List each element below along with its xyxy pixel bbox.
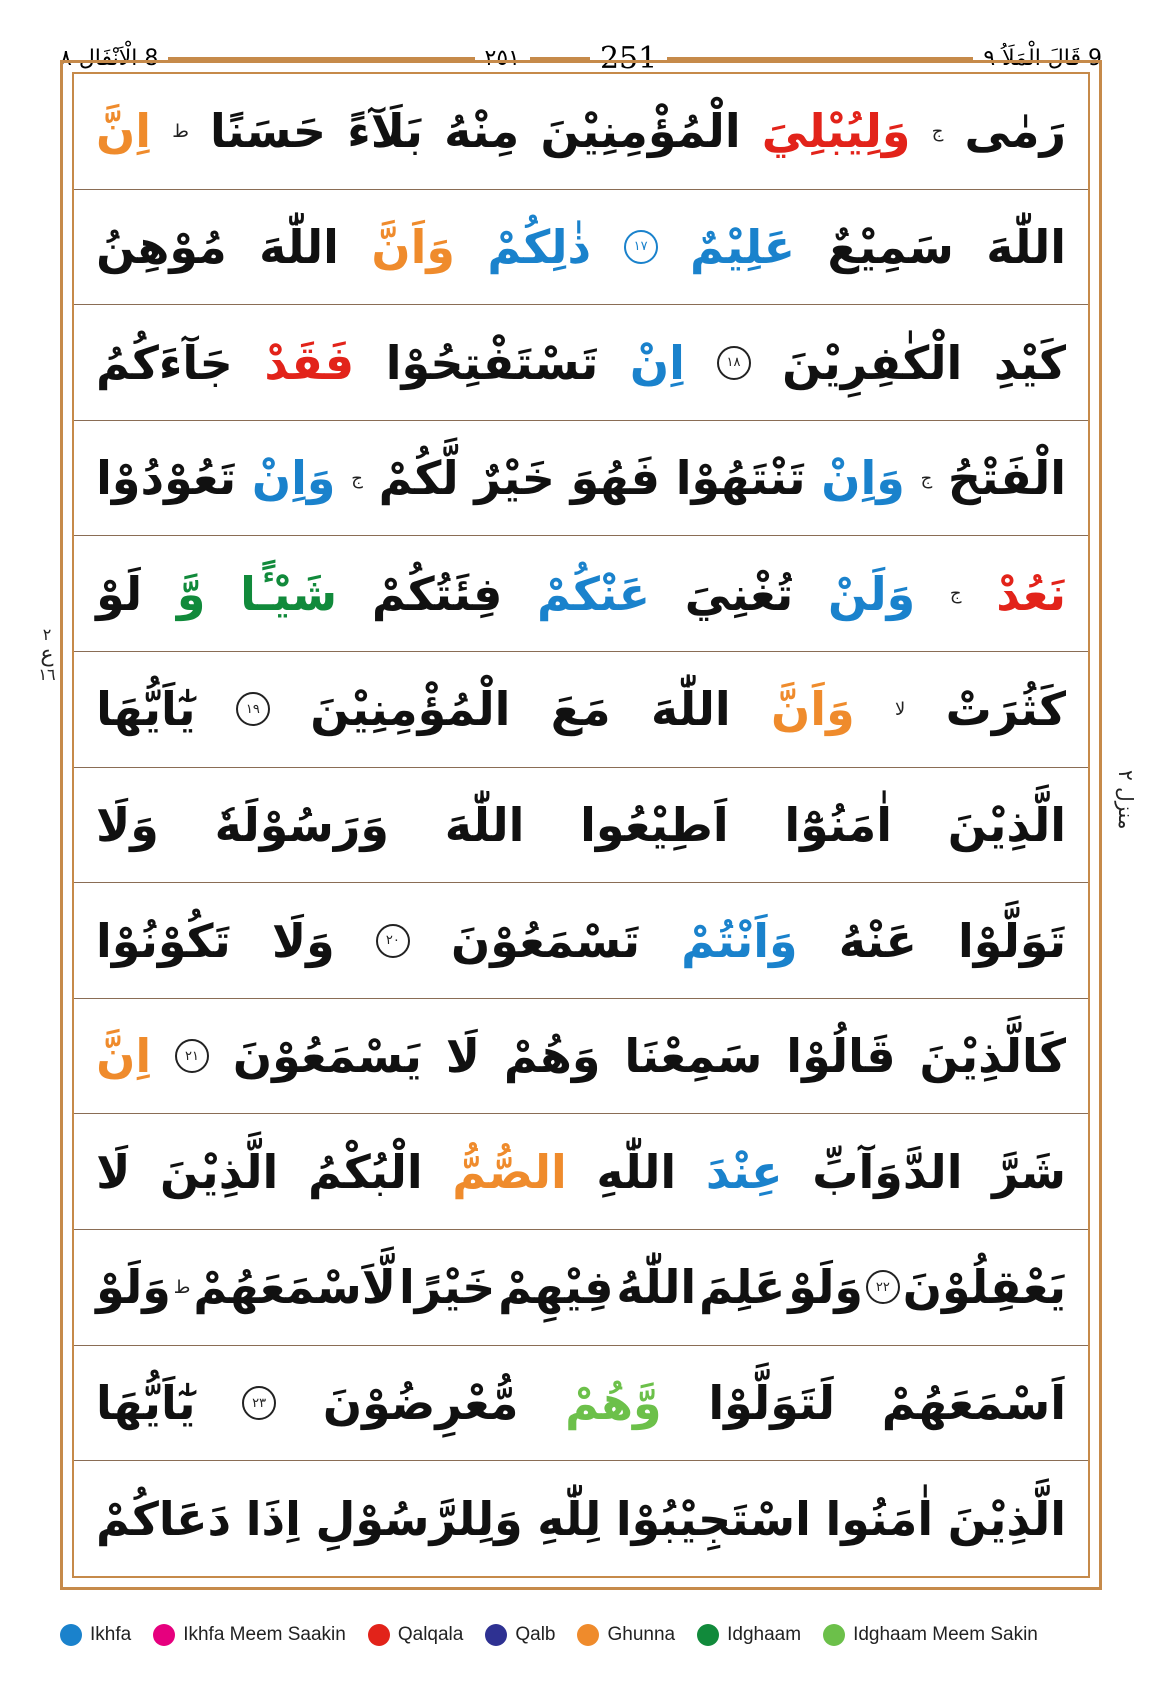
legend-item [577, 1624, 675, 1646]
word: خَيْرٌ [474, 451, 555, 506]
text-line [74, 536, 1088, 652]
word: وَاِنْ [821, 451, 905, 506]
word: خَيْرًا [398, 1260, 496, 1315]
word: عَنْكُمْ [537, 566, 651, 621]
word: كَثُرَتْ [945, 682, 1066, 737]
word: اِنَّ [96, 1029, 152, 1084]
word: وَلَوْ [788, 1260, 863, 1315]
legend-label: Idghaam [727, 1624, 802, 1645]
word: تُغْنِيَ [684, 566, 794, 621]
legend-color-dot [368, 1624, 390, 1646]
word: تَسْتَفْتِحُوْا [385, 335, 599, 390]
quran-text-area [72, 72, 1090, 1578]
legend-item [697, 1624, 801, 1646]
waqf-sign: لا [895, 698, 906, 720]
word: وَلِيُبْلِيَ [761, 104, 911, 159]
text-line [74, 74, 1088, 190]
legend-item [485, 1624, 555, 1646]
text-line [74, 1461, 1088, 1576]
text-line [74, 1230, 1088, 1346]
word: عِنْدَ [705, 1144, 783, 1199]
word: الْكٰفِرِيْنَ [782, 335, 963, 390]
word: اِنْ [629, 335, 685, 390]
ayah-number-marker: ٢٣ [242, 1386, 276, 1420]
text-line [74, 190, 1088, 306]
word: اللّٰهَ [259, 219, 339, 274]
legend-item [60, 1624, 131, 1646]
word: الصُّمُّ [452, 1144, 567, 1199]
legend-label: Idghaam Meem Sakin [853, 1624, 1038, 1645]
word: دَعَاكُمْ [96, 1491, 232, 1546]
ayah-number-marker: ١٨ [717, 346, 751, 380]
word: فِئَتُكُمْ [371, 566, 503, 621]
word: سَمِيْعٌ [827, 219, 954, 274]
word: اللّٰهَ [650, 682, 731, 737]
word: وَّهُمْ [565, 1376, 662, 1430]
word: يٰٓاَيُّهَا [96, 682, 196, 737]
word: اَطِيْعُوا [580, 797, 729, 852]
word: لَّكُمْ [378, 451, 459, 506]
page-number: 251 [599, 40, 658, 76]
word: الْمُؤْمِنِيْنَ [540, 104, 741, 159]
legend-color-dot [153, 1624, 175, 1646]
word: اسْتَجِيْبُوْا [615, 1491, 811, 1546]
word: لَتَوَلَّوْا [708, 1376, 836, 1430]
word: اَسْمَعَهُمْ [881, 1376, 1066, 1430]
word: اٰمَنُوْٓا [784, 797, 892, 852]
word: شَيْـًٔا [240, 566, 338, 621]
word: مُّعْرِضُوْنَ [322, 1376, 519, 1430]
tajweed-legend [60, 1618, 1102, 1652]
word: لَوْ [96, 566, 143, 621]
word: تَسْمَعُوْنَ [451, 913, 641, 968]
word: حَسَنًا [210, 104, 327, 159]
word: الْبُكْمُ [307, 1144, 423, 1199]
word: وَهُمْ [503, 1029, 601, 1084]
word: الْمُؤْمِنِيْنَ [310, 682, 511, 737]
ayah-number-marker: ١٧ [624, 230, 658, 264]
word: اللّٰهَ [986, 219, 1066, 274]
word: مَعَ [550, 682, 611, 737]
word: جَآءَكُمُ [96, 335, 233, 390]
word: اِذَا [245, 1491, 301, 1546]
word: الْفَتْحُ [947, 451, 1066, 506]
legend-item [823, 1624, 1038, 1646]
text-line [74, 999, 1088, 1115]
word: اٰمَنُوا [825, 1491, 934, 1546]
ruku-count-bottom: ١٦ [38, 665, 56, 684]
word: لَا [96, 1144, 131, 1199]
legend-color-dot [485, 1624, 507, 1646]
word: وَرَسُوْلَهٗ [214, 797, 389, 852]
word: بَلَآءً [347, 104, 423, 159]
ayah-number-marker: ٢١ [175, 1039, 209, 1073]
waqf-sign: ج [351, 467, 363, 489]
word: وَلَنْ [827, 566, 916, 621]
waqf-sign: ج [920, 467, 933, 489]
word: وَاَنَّ [771, 682, 855, 737]
juz-name-right: 9 قَالَ الْمَلَاُ ٩ [983, 45, 1103, 71]
word: لَا [445, 1029, 481, 1084]
word: كَيْدِ [993, 335, 1066, 390]
word: تَكُوْنُوْا [96, 913, 231, 968]
word: تَنْتَهُوْا [675, 451, 806, 506]
word: وَلَا [271, 913, 335, 968]
ruku-sign: ع [40, 642, 54, 667]
ayah-number-marker: ١٩ [236, 692, 270, 726]
waqf-sign: ج [931, 120, 944, 142]
word: وَاَنَّ [371, 219, 455, 274]
word: اللّٰهُ [616, 1260, 697, 1315]
word: الَّذِيْنَ [160, 1144, 279, 1199]
legend-label: Ghunna [607, 1624, 676, 1645]
page-number-arabic: ٢٥١ [484, 45, 520, 71]
word: وَاِنْ [251, 451, 336, 506]
legend-color-dot [60, 1624, 82, 1646]
word: لِلّٰهِ [537, 1491, 602, 1546]
word: الَّذِيْنَ [947, 1491, 1066, 1546]
word: مُوْهِنُ [96, 219, 227, 274]
text-line [74, 883, 1088, 999]
word: فِيْهِمْ [498, 1260, 614, 1315]
word: وَاَنْتُمْ [681, 913, 798, 968]
word: مِنْهُ [444, 104, 520, 159]
surah-name-left: 8 الْاَنْفَال ٨ [60, 45, 159, 71]
waqf-sign: ج [949, 583, 962, 605]
word: وَلِلرَّسُوْلِ [315, 1491, 523, 1546]
legend-label: Ikhfa [90, 1624, 132, 1645]
word: عَنْهُ [838, 913, 917, 968]
text-line [74, 1114, 1088, 1230]
legend-color-dot [577, 1624, 599, 1646]
legend-label: Qalb [515, 1624, 556, 1645]
ayah-number-marker: ٢٢ [866, 1270, 900, 1304]
manzil-marker: منزل ٢ [1108, 740, 1138, 860]
ayah-number-marker: ٢٠ [376, 924, 410, 958]
word: وَلَوْ [96, 1260, 171, 1315]
word: سَمِعْنَا [624, 1029, 763, 1084]
word: فَهُوَ [570, 451, 660, 506]
word: الدَّوَآبِّ [812, 1144, 963, 1199]
word: ذٰلِكُمْ [487, 219, 592, 274]
word: يَعْقِلُوْنَ [902, 1260, 1066, 1315]
word: لَّاَسْمَعَهُمْ [193, 1260, 397, 1315]
word: شَرَّ [992, 1144, 1066, 1199]
word: عَلِمَ [699, 1260, 786, 1315]
word: وَّ [176, 566, 206, 621]
text-line [74, 421, 1088, 537]
word: كَالَّذِيْنَ [919, 1029, 1066, 1084]
waqf-sign: ط [172, 120, 189, 142]
word: يٰٓاَيُّهَا [96, 1376, 196, 1430]
word: تَعُوْدُوْا [96, 451, 237, 506]
legend-item [368, 1624, 464, 1646]
word: يَسْمَعُوْنَ [232, 1029, 422, 1084]
word: وَلَا [96, 797, 159, 852]
legend-color-dot [697, 1624, 719, 1646]
legend-label: Qalqala [397, 1624, 464, 1645]
ruku-marker [32, 625, 62, 685]
legend-label: Ikhfa Meem Saakin [183, 1624, 346, 1645]
legend-item [153, 1624, 346, 1646]
word: فَقَدْ [264, 335, 355, 390]
text-line [74, 1346, 1088, 1462]
word: اللّٰهِ [596, 1144, 677, 1199]
word: قَالُوْا [786, 1029, 896, 1084]
text-line [74, 652, 1088, 768]
word: نَعُدْ [996, 566, 1066, 621]
word: رَمٰى [964, 104, 1066, 159]
word: تَوَلَّوْا [958, 913, 1066, 968]
waqf-sign: ط [173, 1276, 191, 1298]
word: الَّذِيْنَ [947, 797, 1066, 852]
legend-color-dot [823, 1624, 845, 1646]
word: اِنَّ [96, 104, 152, 159]
page-frame [60, 60, 1102, 1590]
ruku-count-top: ٢ [42, 625, 52, 644]
text-line [74, 305, 1088, 421]
text-line [74, 768, 1088, 884]
word: عَلِيْمٌ [690, 219, 796, 274]
word: اللّٰهَ [444, 797, 525, 852]
